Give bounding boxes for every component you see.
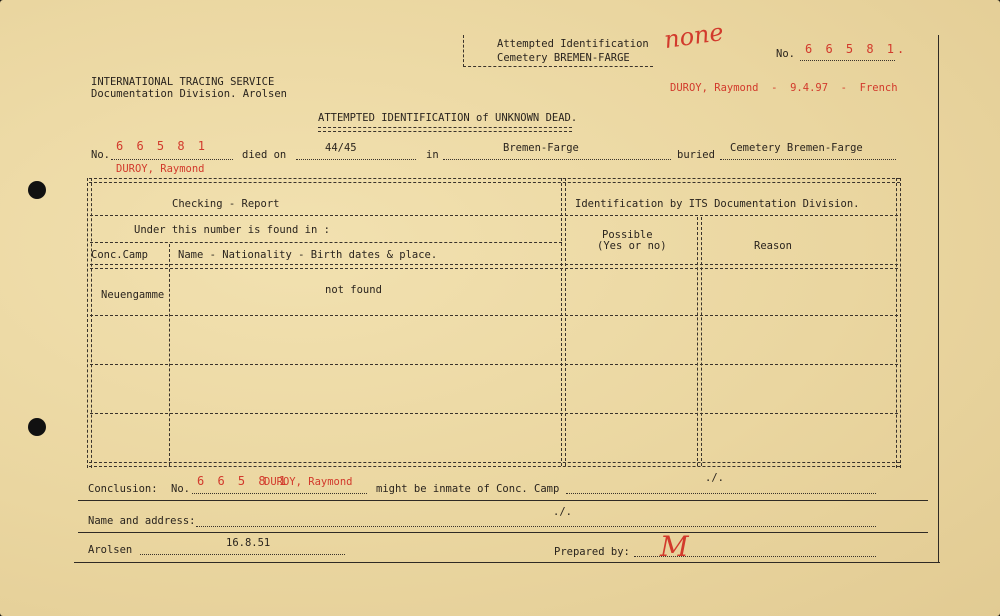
record-died-dots [296,159,416,160]
name-address-label: Name and address: [88,515,196,527]
header-box-line1: Attempted Identification [497,38,649,50]
record-died-label: died on [242,149,287,161]
arolsen-label: Arolsen [88,544,133,556]
record-died-value: 44/45 [325,142,357,154]
handwritten-note: none [662,17,726,55]
column-header-possible-2: (Yes or no) [597,240,667,252]
prepared-by-label: Prepared by: [554,546,630,558]
header-box-line2: Cemetery BREMEN-FARGE [497,52,630,64]
record-place-value: Bremen-Farge [503,142,579,154]
column-header-name: Name - Nationality - Birth dates & place. [178,249,438,261]
name-address-dots [196,526,876,527]
title-underline [318,127,572,132]
name-address-rule [78,532,928,533]
table-row-details: not found [325,284,382,296]
punch-hole-top [28,181,46,199]
org-line1: INTERNATIONAL TRACING SERVICE [91,76,275,88]
table-right-border [896,178,901,468]
header-no-value: 6 6 5 8 1. [805,42,908,56]
record-buried-value: Cemetery Bremen-Farge [730,142,863,154]
table-row-camp: Neuengamme [101,289,165,301]
under-number-label: Under this number is found in : [134,224,330,236]
conclusion-rule [78,500,928,501]
header-no-label: No. [776,48,795,60]
punch-hole-bottom [28,418,46,436]
conclusion-name-value: DUROY, Raymond [264,476,353,488]
right-vertical-rule [938,35,939,563]
record-buried-dots [720,159,896,160]
record-no-dots [111,159,233,160]
conclusion-camp-dots [566,493,876,494]
header-no-dots [800,60,895,61]
table-possible-reason-divider [697,217,702,466]
identification-header: Identification by ITS Documentation Division. [575,198,860,210]
bottom-rule [74,562,940,563]
arolsen-date-value: 16.8.51 [226,537,271,549]
table-header-rule-2 [90,264,898,269]
table-row-rule-2 [90,364,898,365]
conclusion-label: Conclusion: [88,483,158,495]
header-box-bottom-border [463,66,653,67]
conclusion-no-value: 6 6 5 8 1 [197,474,290,488]
conclusion-no-dots [192,493,367,494]
conclusion-no-label: No. [171,483,190,495]
record-no-label: No. [91,149,110,161]
person-reference: DUROY, Raymond - 9.4.97 - French [670,82,898,94]
record-no-value: 6 6 5 8 1 [116,139,209,153]
document-title: ATTEMPTED IDENTIFICATION of UNKNOWN DEAD. [318,112,578,124]
table-header-rule-1 [90,215,898,216]
column-header-possible-1: Possible [602,229,653,241]
record-in-label: in [426,149,439,161]
record-buried-label: buried [677,149,715,161]
column-header-reason: Reason [754,240,792,252]
table-row-rule-3 [90,413,898,414]
header-box-left-border [463,35,464,67]
record-name-value: DUROY, Raymond [116,163,205,175]
arolsen-date-dots [140,554,345,555]
table-row-rule-1 [90,315,898,316]
table-left-border [87,178,92,468]
table-under-number-rule [90,242,562,243]
prepared-by-signature: M [660,530,689,563]
column-header-camp: Conc.Camp [91,249,148,261]
name-address-mark: ./. [553,506,572,518]
table-camp-divider [169,244,170,466]
conclusion-text: might be inmate of Conc. Camp [376,483,560,495]
checking-report-header: Checking - Report [172,198,280,210]
record-place-dots [443,159,671,160]
table-bottom-border [89,462,900,467]
table-top-border [89,178,900,183]
conclusion-mark: ./. [705,472,724,484]
org-line2: Documentation Division. Arolsen [91,88,287,100]
table-section-divider [561,178,566,466]
